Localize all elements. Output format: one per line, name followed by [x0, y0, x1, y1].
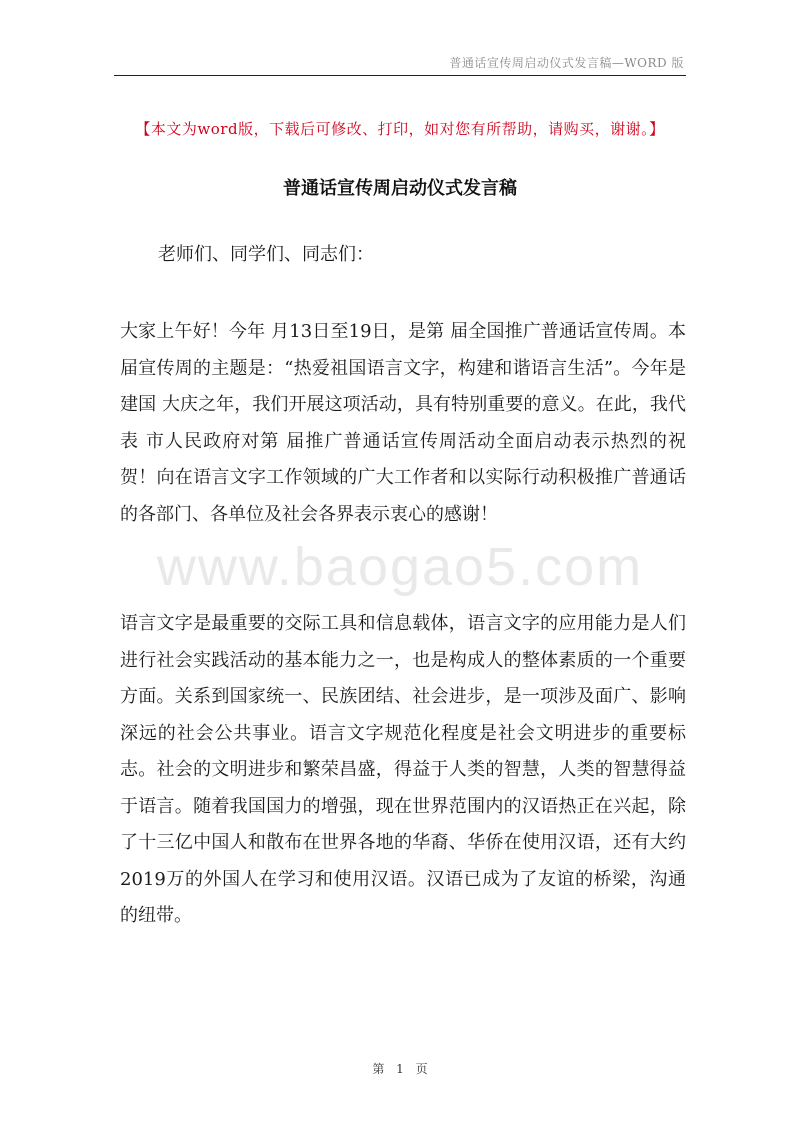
greeting-line: 老师们、同学们、同志们： — [158, 244, 374, 265]
page-footer — [0, 1060, 800, 1077]
watermark-text: www.baogao5.com — [156, 537, 644, 597]
header-divider — [114, 75, 686, 76]
page-number: 1 — [396, 1062, 404, 1076]
document-title: 普通话宣传周启动仪式发言稿 — [283, 178, 517, 199]
footer-suffix: 页 — [415, 1062, 428, 1076]
paragraph-1: 大家上午好！今年 月13日至19日，是第 届全国推广普通话宣传周。本届宣传周的主题是：“热爱祖国语言文字，构建和谐语言生活”。今年是建国 大庆之年，我们开展这项活动，具有特别重要的意义。在此，我代表 市人民政府对第 届推广普通话宣传周活动全面启动表示热烈的祝贺！向在语言文字工作领域的广大工作者和以实际行动积极推广普通话的各部门、各单位及社会各界表示衷心的感谢！ — [120, 321, 686, 525]
footer-prefix: 第 — [372, 1062, 385, 1076]
paragraph-2: 语言文字是最重要的交际工具和信息载体，语言文字的应用能力是人们进行社会实践活动的基本能力之一，也是构成人的整体素质的一个重要方面。关系到国家统一、民族团结、社会进步，是一项涉及面广、影响深远的社会公共事业。语言文字规范化程度是社会文明进步的重要标志。社会的文明进步和繁荣昌盛，得益于人类的智慧，人类的智慧得益于语言。随着我国国力的增强，现在世界范围内的汉语热正在兴起，除了十三亿中国人和散布在世界各地的华裔、华侨在使用汉语，还有大约2019万的外国人在学习和使用汉语。汉语已成为了友谊的桥梁，沟通的纽带。 — [120, 613, 686, 926]
page-header-title: 普通话宣传周启动仪式发言稿—WORD 版 — [449, 56, 684, 70]
download-notice: 【本文为word版，下载后可修改、打印，如对您有所帮助，请购买，谢谢。】 — [135, 120, 665, 138]
